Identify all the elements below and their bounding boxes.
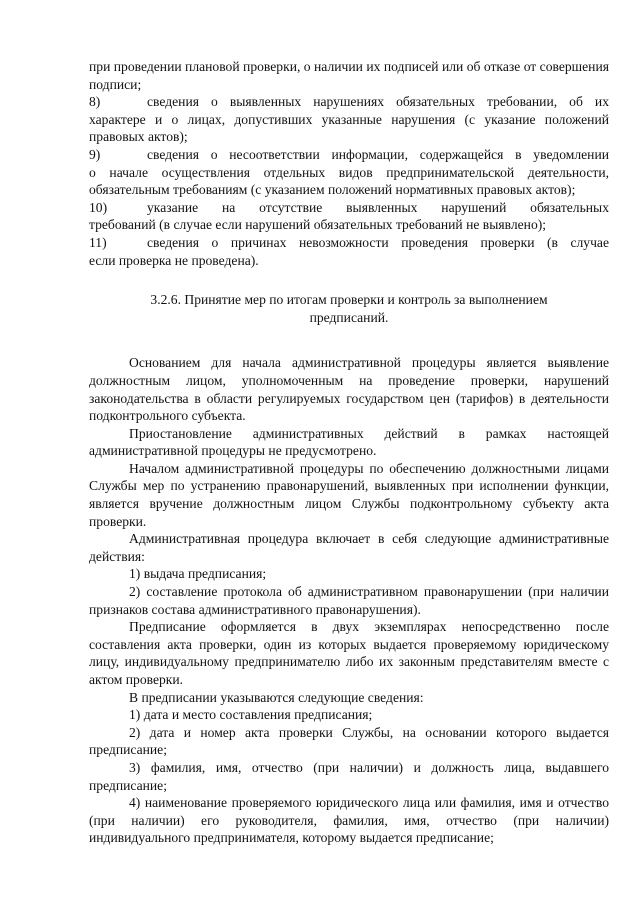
item-rest: если проверка не проведена). (89, 252, 259, 268)
info-item: 3) фамилия, имя, отчество (при наличии) и должность лица, выдавшего предписание; (89, 759, 609, 793)
paragraph: Приостановление административных действий в рамках настоящей административной процедуры не предусмотрено. (89, 425, 609, 459)
item-first-line: сведения о причинах невозможности проведения проверки (в случае (147, 234, 609, 250)
paragraph: Началом административной процедуры по обеспечению должностными лицами Службы мер по устранению правонарушений, выявленных при исполнении функции, является вручение должностным лицом Службы подконтрольному субъекту акта проверки. (89, 460, 609, 529)
list-item (89, 146, 609, 199)
item-first-line: указание на отсутствие выявленных нарушений обязательных (147, 199, 609, 215)
paragraph: В предписании указываются следующие сведения: (129, 689, 424, 705)
item-number: 10) (89, 199, 108, 215)
paragraph: Административная процедура включает в себя следующие административные действия: (89, 531, 609, 564)
item-rest: о начале осуществления отдельных видов предпринимательской деятельности, обязательным требованиям (с указанием положений нормативных правовых актов); (89, 164, 609, 198)
paragraph: Основанием для начала административной процедуры является выявление должностным лицом, уполномоченным на проведение проверки, нарушений законодательства в области регулируемых государством цен (тарифов) в деятельности подконтрольного субъекта. (89, 355, 609, 424)
item-number: 11) (89, 234, 107, 250)
info-item: 1) дата и место составления предписания; (129, 707, 373, 723)
item-number: 8) (89, 94, 101, 110)
list-item (89, 93, 609, 146)
item-first-line: сведения о несоответствии информации, содержащейся в уведомлении (147, 146, 609, 162)
section-heading: 3.2.6. Принятие мер по итогам проверки и контроль за выполнением предписаний. (150, 292, 548, 325)
info-item: 4) наименование проверяемого юридического лица или фамилия, имя и отчество (при наличии) его руководителя, фамилия, имя, отчество (при наличии) индивидуального предпринимателя, которому выдается предписание; (89, 795, 609, 846)
action-item: 2) составление протокола об административном правонарушении (при наличии признаков состава административного правонарушения). (89, 584, 609, 617)
item-first-line: сведения о выявленных нарушениях обязательных требовании, об их (147, 94, 609, 110)
list-item (89, 199, 609, 234)
item-rest: требований (в случае если нарушений обязательных требований не выявлено); (89, 217, 547, 233)
continuation-text: при проведении плановой проверки, о наличии их подписей или об отказе от совершения подписи; (89, 59, 609, 92)
list-item (89, 234, 609, 269)
document-page (89, 58, 609, 847)
paragraph: Предписание оформляется в двух экземплярах непосредственно после составления акта проверки, один из которых выдается проверяемому юридическому лицу, индивидуальному предпринимателю либо их законным представителям вместе с актом проверки. (89, 619, 609, 687)
action-item: 1) выдача предписания; (129, 566, 267, 582)
item-rest: характере и о лицах, допустивших указанные нарушения (с указание положений правовых актов); (89, 111, 609, 145)
info-item: 2) дата и номер акта проверки Службы, на основании которого выдается предписание; (89, 724, 609, 758)
item-number: 9) (89, 146, 101, 162)
